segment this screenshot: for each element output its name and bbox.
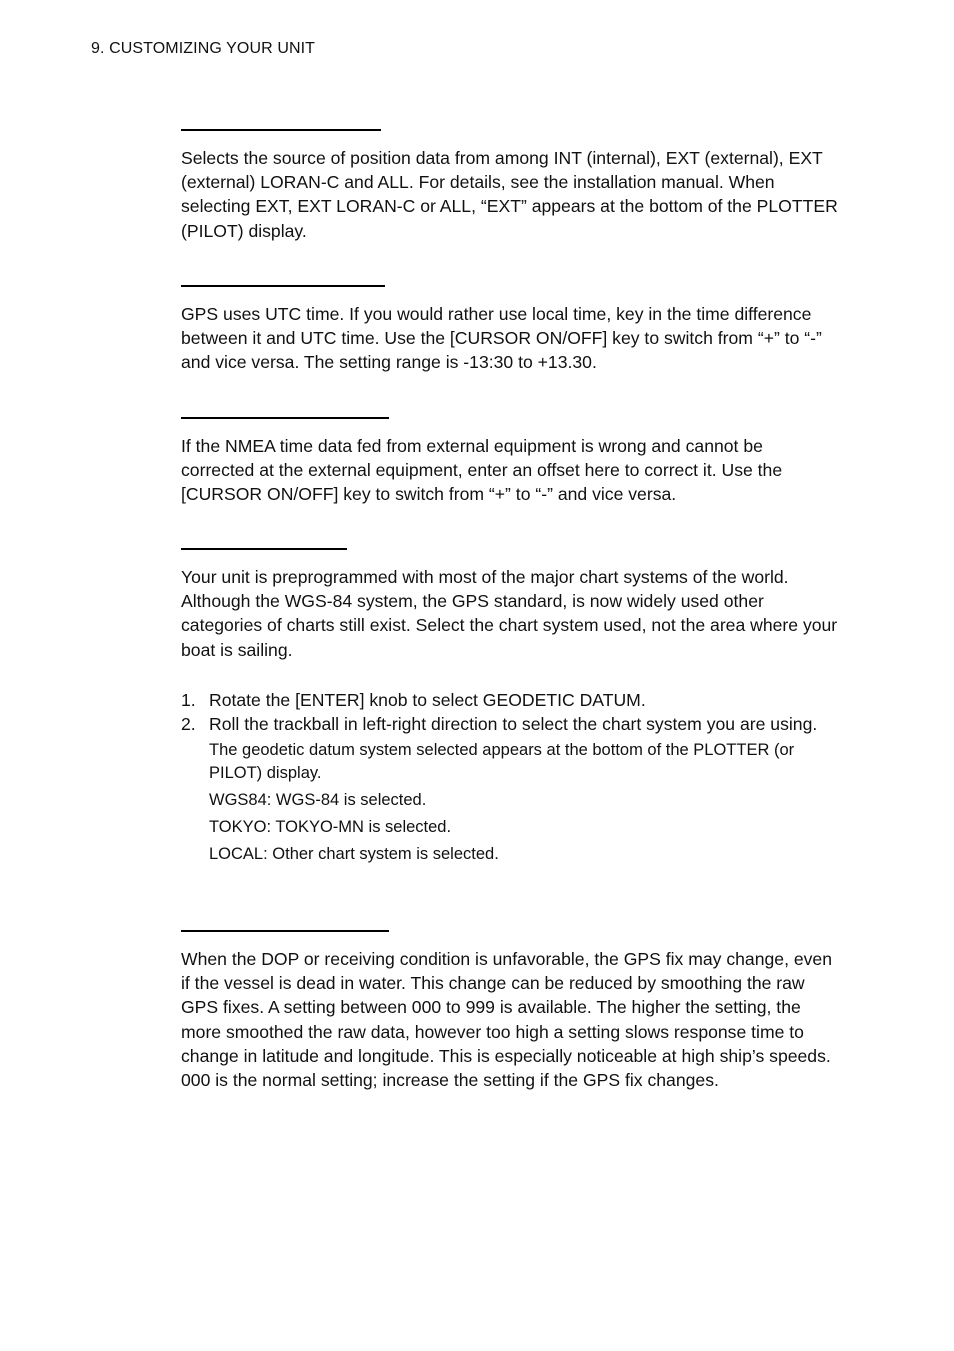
procedure-steps [181,688,841,736]
section-body: When the DOP or receiving condition is unfavorable, the GPS fix may change, even if the vessel is dead in water. This change can be reduced by smoothing the raw GPS fixes. A setting between 000 to 999 is available. The higher the setting, the more smoothed the raw data, however too high a setting slows response time to change in latitude and longitude. This is especially noticeable at high ship’s speeds. 000 is the normal setting; increase the setting if the GPS fix changes. [181,949,832,1091]
section-heading-rule [181,285,385,287]
section-geodetic-datum [181,548,841,870]
step-number: 1. [181,689,196,710]
section-nmea-time-offset [181,417,841,507]
step-note: WGS84: WGS-84 is selected. [209,791,427,810]
section-body: GPS uses UTC time. If you would rather use local time, key in the time difference between it and UTC time. Use the [CURSOR ON/OFF] key to switch from “+” to “-” and vice versa. The setting range is -13:30 to +13.30. [181,304,822,373]
section-local-time [181,285,841,375]
step-notes [209,739,841,866]
procedure-step [181,688,841,712]
section-heading-rule [181,930,389,932]
running-header: 9. CUSTOMIZING YOUR UNIT [91,40,316,57]
section-body: Selects the source of position data from among INT (internal), EXT (external), EXT (external) LORAN-C and ALL. For details, see the installation manual. When selecting EXT, EXT LORAN-C or ALL, “EXT” appears at the bottom of the PLOTTER (PILOT) display. [181,148,838,241]
section-heading-rule [181,129,381,131]
step-note: The geodetic datum system selected appears at the bottom of the PLOTTER (or PILOT) display. [209,741,795,783]
section-body: Your unit is preprogrammed with most of the major chart systems of the world. Although the WGS-84 system, the GPS standard, is now widely used other categories of charts still exist. Select the chart system used, not the area where your boat is sailing. [181,567,838,660]
section-body: If the NMEA time data fed from external equipment is wrong and cannot be corrected at the external equipment, enter an offset here to correct it. Use the [CURSOR ON/OFF] key to switch from “+” to “-” and vice versa. [181,436,783,505]
step-text: Roll the trackball in left-right direction to select the chart system you are using. [209,714,818,735]
section-heading-rule [181,548,347,550]
step-text: Rotate the [ENTER] knob to select GEODETIC DATUM. [209,689,646,710]
step-note: TOKYO: TOKYO-MN is selected. [209,818,452,837]
step-number: 2. [181,714,196,735]
procedure-step [181,712,841,736]
section-position-smoothing [181,930,841,1092]
section-position-source [181,129,841,243]
section-heading-rule [181,417,389,419]
step-note: LOCAL: Other chart system is selected. [209,845,499,864]
